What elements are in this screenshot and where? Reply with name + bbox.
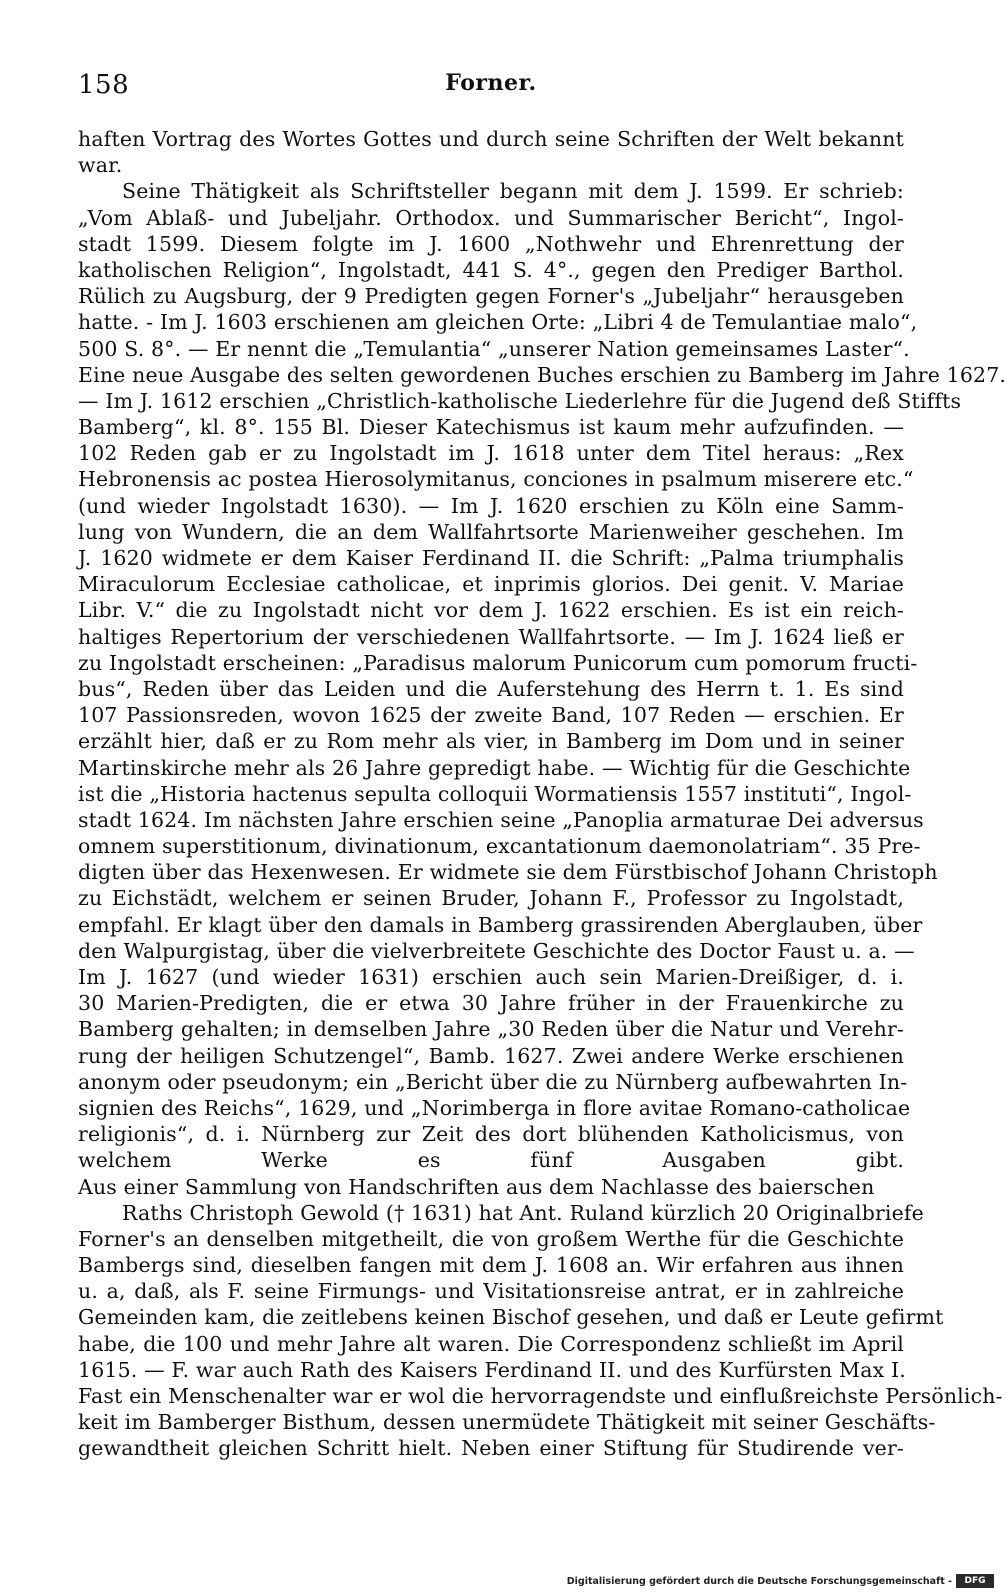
text-line: lung von Wundern, die an dem Wallfahrtsorte Marienweiher geschehen. Im [78, 519, 904, 544]
text-line: Bambergs sind, dieselben fangen mit dem J. 1608 an. Wir erfahren aus ihnen [78, 1253, 904, 1278]
text-line: Forner's an denselben mitgetheilt, die von großem Werthe für die Geschichte [78, 1226, 904, 1251]
text-line: (und wieder Ingolstadt 1630). — Im J. 1620 erschien zu Köln eine Samm- [78, 493, 904, 518]
text-line: Rülich zu Augsburg, der 9 Predigten gegen Forner's „Jubeljahr“ herausgeben [78, 284, 904, 309]
text-line: — Im J. 1612 erschien „Christlich-katholische Liederlehre für die Jugend deß Stiffts [78, 388, 962, 413]
text-line: erzählt hier, daß er zu Rom mehr als vier, in Bamberg im Dom und in seiner [78, 729, 904, 754]
text-line: ist die „Historia hactenus sepulta colloquii Wormatiensis 1557 instituti“, Ingol- [78, 781, 912, 806]
text-line: Bamberg“, kl. 8°. 155 Bl. Dieser Katechismus ist kaum mehr aufzufinden. — [78, 415, 904, 440]
text-line: welchem Werke es fünf Ausgaben gibt. [78, 1148, 904, 1173]
text-line: empfahl. Er klagt über den damals in Bamberg grassirenden Aberglauben, über [78, 912, 923, 937]
text-line: 1615. — F. war auch Rath des Kaisers Ferdinand II. und des Kurfürsten Max I. [78, 1357, 906, 1382]
text-line: stadt 1599. Diesem folgte im J. 1600 „Nothwehr und Ehrenrettung der [78, 231, 904, 256]
text-line: Fast ein Menschenalter war er wol die hervorragendste und einflußreichste Persönlich- [78, 1384, 1003, 1408]
text-line: J. 1620 widmete er dem Kaiser Ferdinand II. die Schrift: „Palma triumphalis [78, 546, 904, 570]
text-line: Bamberg gehalten; in demselben Jahre „30 Reden über die Natur und Verehr- [78, 1017, 904, 1042]
text-line: Eine neue Ausgabe des selten gewordenen Buches erschien zu Bamberg im Jahre 1627. [78, 362, 1006, 387]
text-line: 107 Passionsreden, wovon 1625 der zweite Band, 107 Reden — erschien. Er [78, 703, 904, 728]
body-text [78, 126, 1006, 1488]
text-line: Raths Christoph Gewold († 1631) hat Ant. Ruland kürzlich 20 Originalbriefe [122, 1200, 924, 1225]
text-line: omnem superstitionum, divinationum, excantationum daemonolatriam“. 35 Pre- [78, 834, 921, 859]
text-line: zu Ingolstadt erscheinen: „Paradisus malorum Punicorum cum pomorum fructi- [78, 650, 918, 675]
digitization-credit [567, 1572, 994, 1590]
page-number: 158 [78, 70, 130, 100]
text-line: 500 S. 8°. — Er nennt die „Temulantia“ „unserer Nation gemeinsames Laster“. [78, 336, 910, 361]
text-line: signien des Reichs“, 1629, und „Norimberga in flore avitae Romano-catholicae [78, 1095, 911, 1120]
text-line: Seine Thätigkeit als Schriftsteller begann mit dem J. 1599. Er schrieb: [122, 179, 904, 204]
text-line: Miraculorum Ecclesiae catholicae, et inprimis glorios. Dei genit. V. Mariae [78, 572, 904, 597]
text-line: zu Eichstädt, welchem er seinen Bruder, Johann F., Professor zu Ingolstadt, [78, 886, 904, 911]
page-header [78, 66, 904, 106]
text-line: hatte. - Im J. 1603 erschienen am gleichen Orte: „Libri 4 de Temulantiae malo“, [78, 310, 918, 335]
text-line: gewandtheit gleichen Schritt hielt. Neben einer Stiftung für Studirende ver- [78, 1436, 904, 1461]
text-line: habe, die 100 und mehr Jahre alt waren. Die Correspondenz schließt im April [78, 1331, 904, 1356]
text-line: Aus einer Sammlung von Handschriften aus dem Nachlasse des baierschen [78, 1174, 875, 1199]
text-line [78, 1462, 904, 1488]
running-title: Forner. [445, 70, 537, 96]
text-line: keit im Bamberger Bisthum, dessen unermüdete Thätigkeit mit seiner Geschäfts- [78, 1410, 936, 1435]
text-line: stadt 1624. Im nächsten Jahre erschien seine „Panoplia armaturae Dei adversus [78, 807, 924, 832]
text-line: Gemeinden kam, die zeitlebens keinen Bischof gesehen, und daß er Leute gefirmt [78, 1305, 944, 1330]
text-line: den Walpurgistag, über die vielverbreitete Geschichte des Doctor Faust u. a. — [78, 938, 915, 963]
text-line: Hebronensis ac postea Hierosolymitanus, conciones in psalmum miserere etc.“ [78, 467, 914, 492]
text-line: digten über das Hexenwesen. Er widmete sie dem Fürstbischof Johann Christoph [78, 860, 938, 885]
text-line: war. [78, 153, 123, 178]
text-line: „Vom Ablaß- und Jubeljahr. Orthodox. und Summarischer Bericht“, Ingol- [78, 205, 904, 230]
text-line: Im J. 1627 (und wieder 1631) erschien auch sein Marien-Dreißiger, d. i. [78, 965, 904, 989]
credit-text: Digitalisierung gefördert durch die Deutsche Forschungsgemeinschaft - [566, 1575, 952, 1587]
text-line: bus“, Reden über das Leiden und die Auferstehung des Herrn t. 1. Es sind [78, 676, 904, 701]
dfg-logo-icon: DFG [956, 1574, 994, 1588]
text-line: religionis“, d. i. Nürnberg zur Zeit des dort blühenden Katholicismus, von [78, 1122, 904, 1147]
text-line: haltiges Repertorium der verschiedenen Wallfahrtsorte. — Im J. 1624 ließ er [78, 624, 904, 649]
text-line: anonym oder pseudonym; ein „Bericht über die zu Nürnberg aufbewahrten In- [78, 1069, 908, 1094]
text-line: 102 Reden gab er zu Ingolstadt im J. 1618 unter dem Titel heraus: „Rex [78, 441, 904, 466]
text-line: 30 Marien-Predigten, die er etwa 30 Jahre früher in der Frauenkirche zu [78, 991, 904, 1016]
text-line: Martinskirche mehr als 26 Jahre gepredigt habe. — Wichtig für die Geschichte [78, 755, 911, 780]
text-line: katholischen Religion“, Ingolstadt, 441 S. 4°., gegen den Prediger Barthol. [78, 257, 904, 282]
text-line: u. a, daß, als F. seine Firmungs- und Visitationsreise antrat, er in zahlreiche [78, 1279, 904, 1304]
text-line: rung der heiligen Schutzengel“, Bamb. 1627. Zwei andere Werke erschienen [78, 1043, 904, 1068]
text-line: haften Vortrag des Wortes Gottes und durch seine Schriften der Welt bekannt [78, 127, 904, 151]
text-line: Libr. V.“ die zu Ingolstadt nicht vor dem J. 1622 erschien. Es ist ein reich- [78, 598, 904, 623]
